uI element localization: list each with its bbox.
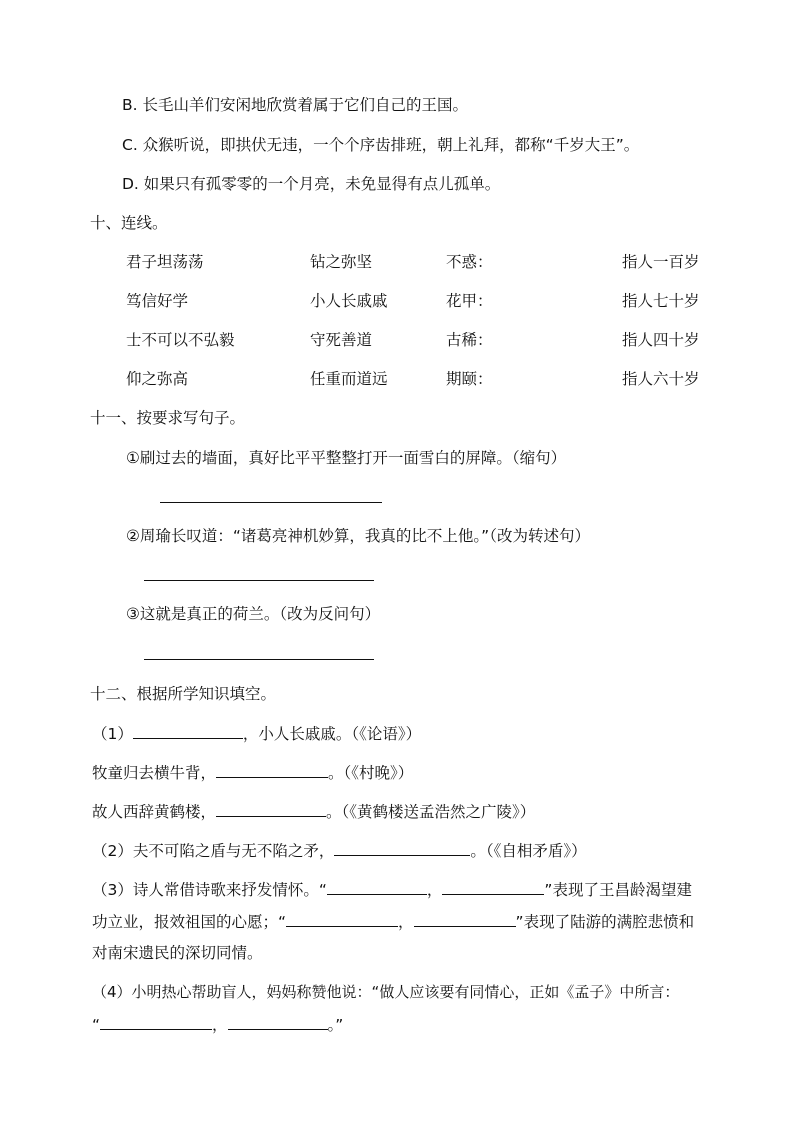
option-b: B. 长毛山羊们安闲地欣赏着属于它们自己的王国。 bbox=[122, 96, 468, 114]
q3-comma: ， bbox=[426, 881, 443, 899]
match-left-1: 君子坦荡荡 bbox=[126, 253, 204, 271]
q4-blank-2[interactable] bbox=[228, 1014, 328, 1030]
fill-q3-line3: 对南宋遗民的深切同情。 bbox=[92, 944, 263, 962]
q2-blank[interactable] bbox=[334, 840, 470, 856]
fill-q1 bbox=[92, 723, 421, 744]
answer-line-2[interactable] bbox=[144, 580, 374, 581]
q2-prefix: （2）夫不可陷之盾与无不陷之矛， bbox=[92, 842, 335, 860]
q4-comma: ， bbox=[212, 1016, 228, 1034]
q4-end: 。” bbox=[327, 1016, 344, 1034]
sentence-item-2: ②周瑜长叹道：“诸葛亮神机妙算，我真的比不上他。”（改为转述句） bbox=[126, 527, 590, 545]
q3-line2b: ”表现了陆游的满腔悲愤和 bbox=[515, 913, 695, 931]
answer-line-1[interactable] bbox=[160, 502, 382, 503]
option-d: D. 如果只有孤零零的一个月亮，未免显得有点儿孤单。 bbox=[122, 175, 501, 193]
fill-q1c bbox=[92, 801, 535, 822]
q1-blank[interactable] bbox=[133, 723, 243, 739]
q3-blank-3[interactable] bbox=[286, 911, 398, 927]
q3-mid: ”表现了王昌龄渴望建 bbox=[544, 881, 692, 899]
q3-blank-2[interactable] bbox=[442, 879, 544, 895]
q3-blank-4[interactable] bbox=[414, 911, 516, 927]
q1b-prefix: 牧童归去横牛背， bbox=[92, 764, 217, 782]
match-mid-3: 守死善道 bbox=[310, 331, 373, 349]
match-age-4: 指人六十岁 bbox=[622, 370, 700, 388]
fill-q3-line2 bbox=[92, 911, 694, 932]
fill-q4-line2 bbox=[92, 1014, 343, 1035]
match-term-4: 期颐： bbox=[446, 370, 493, 388]
match-left-2: 笃信好学 bbox=[126, 292, 189, 310]
fill-q4-line1: （4）小明热心帮助盲人，妈妈称赞他说：“做人应该要有同情心，正如《孟子》中所言： bbox=[92, 983, 680, 1001]
sentence-item-1: ①刷过去的墙面，真好比平平整整打开一面雪白的屏障。（缩句） bbox=[126, 449, 567, 467]
match-left-3: 士不可以不弘毅 bbox=[126, 331, 235, 349]
q4-blank-1[interactable] bbox=[100, 1014, 212, 1030]
q1-prefix: （1） bbox=[92, 725, 133, 743]
q3-line2a: 功立业，报效祖国的心愿；“ bbox=[92, 913, 287, 931]
match-age-2: 指人七十岁 bbox=[622, 292, 700, 310]
sentence-item-3: ③这就是真正的荷兰。（改为反问句） bbox=[126, 605, 381, 623]
match-left-4: 仰之弥高 bbox=[126, 370, 189, 388]
match-age-3: 指人四十岁 bbox=[622, 331, 700, 349]
match-term-1: 不惑： bbox=[446, 253, 493, 271]
section-12-title: 十二、根据所学知识填空。 bbox=[90, 685, 277, 703]
q1b-blank[interactable] bbox=[216, 762, 328, 778]
answer-line-3[interactable] bbox=[144, 659, 374, 660]
option-c: C. 众猴听说，即拱伏无违，一个个序齿排班，朝上礼拜，都称“千岁大王”。 bbox=[122, 136, 640, 154]
match-mid-2: 小人长戚戚 bbox=[310, 292, 388, 310]
section-10-title: 十、连线。 bbox=[90, 214, 168, 232]
q1-suffix: ，小人长戚戚。（《论语》） bbox=[242, 725, 422, 743]
q2-suffix: 。（《自相矛盾》） bbox=[470, 842, 587, 860]
fill-q2 bbox=[92, 840, 587, 861]
q3-comma-2: ， bbox=[398, 913, 414, 931]
q1c-suffix: 。（《黄鹤楼送孟浩然之广陵》） bbox=[326, 803, 536, 821]
match-term-2: 花甲： bbox=[446, 292, 493, 310]
fill-q1b bbox=[92, 762, 413, 783]
q1c-prefix: 故人西辞黄鹤楼， bbox=[92, 803, 217, 821]
q1b-suffix: 。（《村晚》） bbox=[328, 764, 414, 782]
section-11-title: 十一、按要求写句子。 bbox=[90, 409, 246, 427]
match-mid-4: 任重而道远 bbox=[310, 370, 388, 388]
q1c-blank[interactable] bbox=[216, 801, 326, 817]
match-mid-1: 钻之弥坚 bbox=[310, 253, 373, 271]
q3-blank-1[interactable] bbox=[327, 879, 427, 895]
match-term-3: 古稀： bbox=[446, 331, 493, 349]
q3-prefix: （3）诗人常借诗歌来抒发情怀。“ bbox=[92, 881, 327, 899]
fill-q3-line1 bbox=[92, 879, 692, 900]
match-age-1: 指人一百岁 bbox=[622, 253, 700, 271]
q4-open-quote: “ bbox=[92, 1016, 101, 1034]
